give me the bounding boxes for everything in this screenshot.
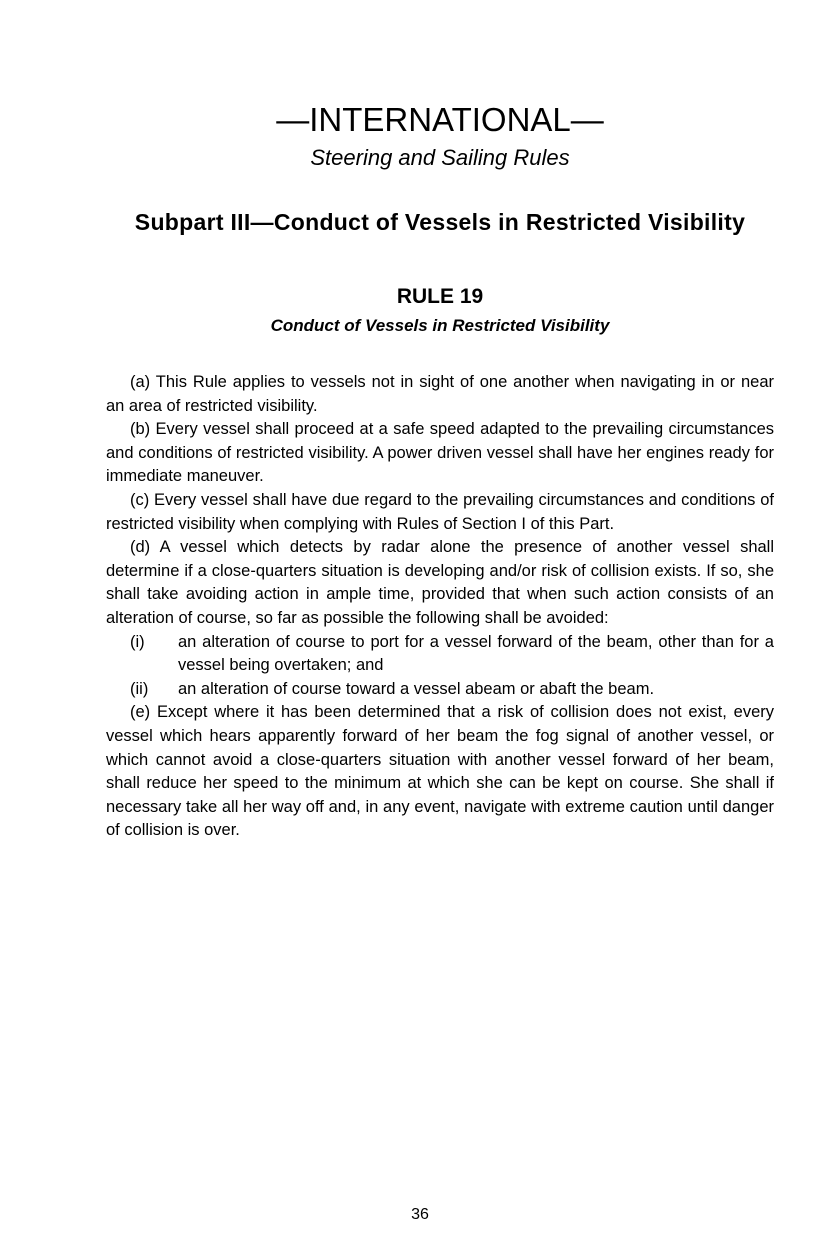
document-subtitle: Steering and Sailing Rules xyxy=(310,145,570,170)
paragraph-b: (b) Every vessel shall proceed at a safe speed adapted to the prevailing circumstances and conditions of restricted visibility. A power driven vessel shall have her engines ready for immediate maneuver. xyxy=(106,420,774,486)
rule-number: RULE 19 xyxy=(396,285,484,308)
paragraph-d-item-i xyxy=(130,631,774,678)
paragraph-a: (a) This Rule applies to vessels not in sight of one another when navigating in or near an area of restricted visibility. xyxy=(106,373,774,415)
page-content xyxy=(106,100,774,843)
list-marker-ii: (ii) xyxy=(130,679,149,698)
paragraph-d-item-ii-text: an alteration of course toward a vessel abeam or abaft the beam. xyxy=(178,679,655,698)
paragraph-d-item-ii xyxy=(130,678,774,702)
rule-title: Conduct of Vessels in Restricted Visibility xyxy=(270,316,610,335)
paragraph-e: (e) Except where it has been determined that a risk of collision does not exist, every vessel which hears apparently forward of her beam the fog signal of another vessel, or which cannot avoid a close-quarters situation with another vessel forward of her beam, shall reduce her speed to the minimum at which she can be kept on course. She shall if necessary take all her way off and, in any event, navigate with extreme caution until danger of collision is over. xyxy=(106,703,774,840)
document-title: —INTERNATIONAL— xyxy=(276,101,604,138)
rule-body xyxy=(106,371,774,843)
paragraph-c: (c) Every vessel shall have due regard to the prevailing circumstances and conditions of restricted visibility when complying with Rules of Section I of this Part. xyxy=(106,490,774,533)
subpart-heading: Subpart III—Conduct of Vessels in Restricted Visibility xyxy=(134,209,746,235)
paragraph-d: (d) A vessel which detects by radar alone the presence of another vessel shall determine if a close-quarters situation is developing and/or risk of collision exists. If so, she shall take avoiding action in ample time, provided that when such action consists of an alteration of course, so far as possible the following shall be avoided: xyxy=(106,538,774,627)
page-number: 36 xyxy=(411,1206,429,1223)
list-marker-i: (i) xyxy=(130,632,145,651)
paragraph-d-item-i-text: an alteration of course to port for a vessel forward of the beam, other than for a vessel being overtaken; and xyxy=(178,632,774,675)
